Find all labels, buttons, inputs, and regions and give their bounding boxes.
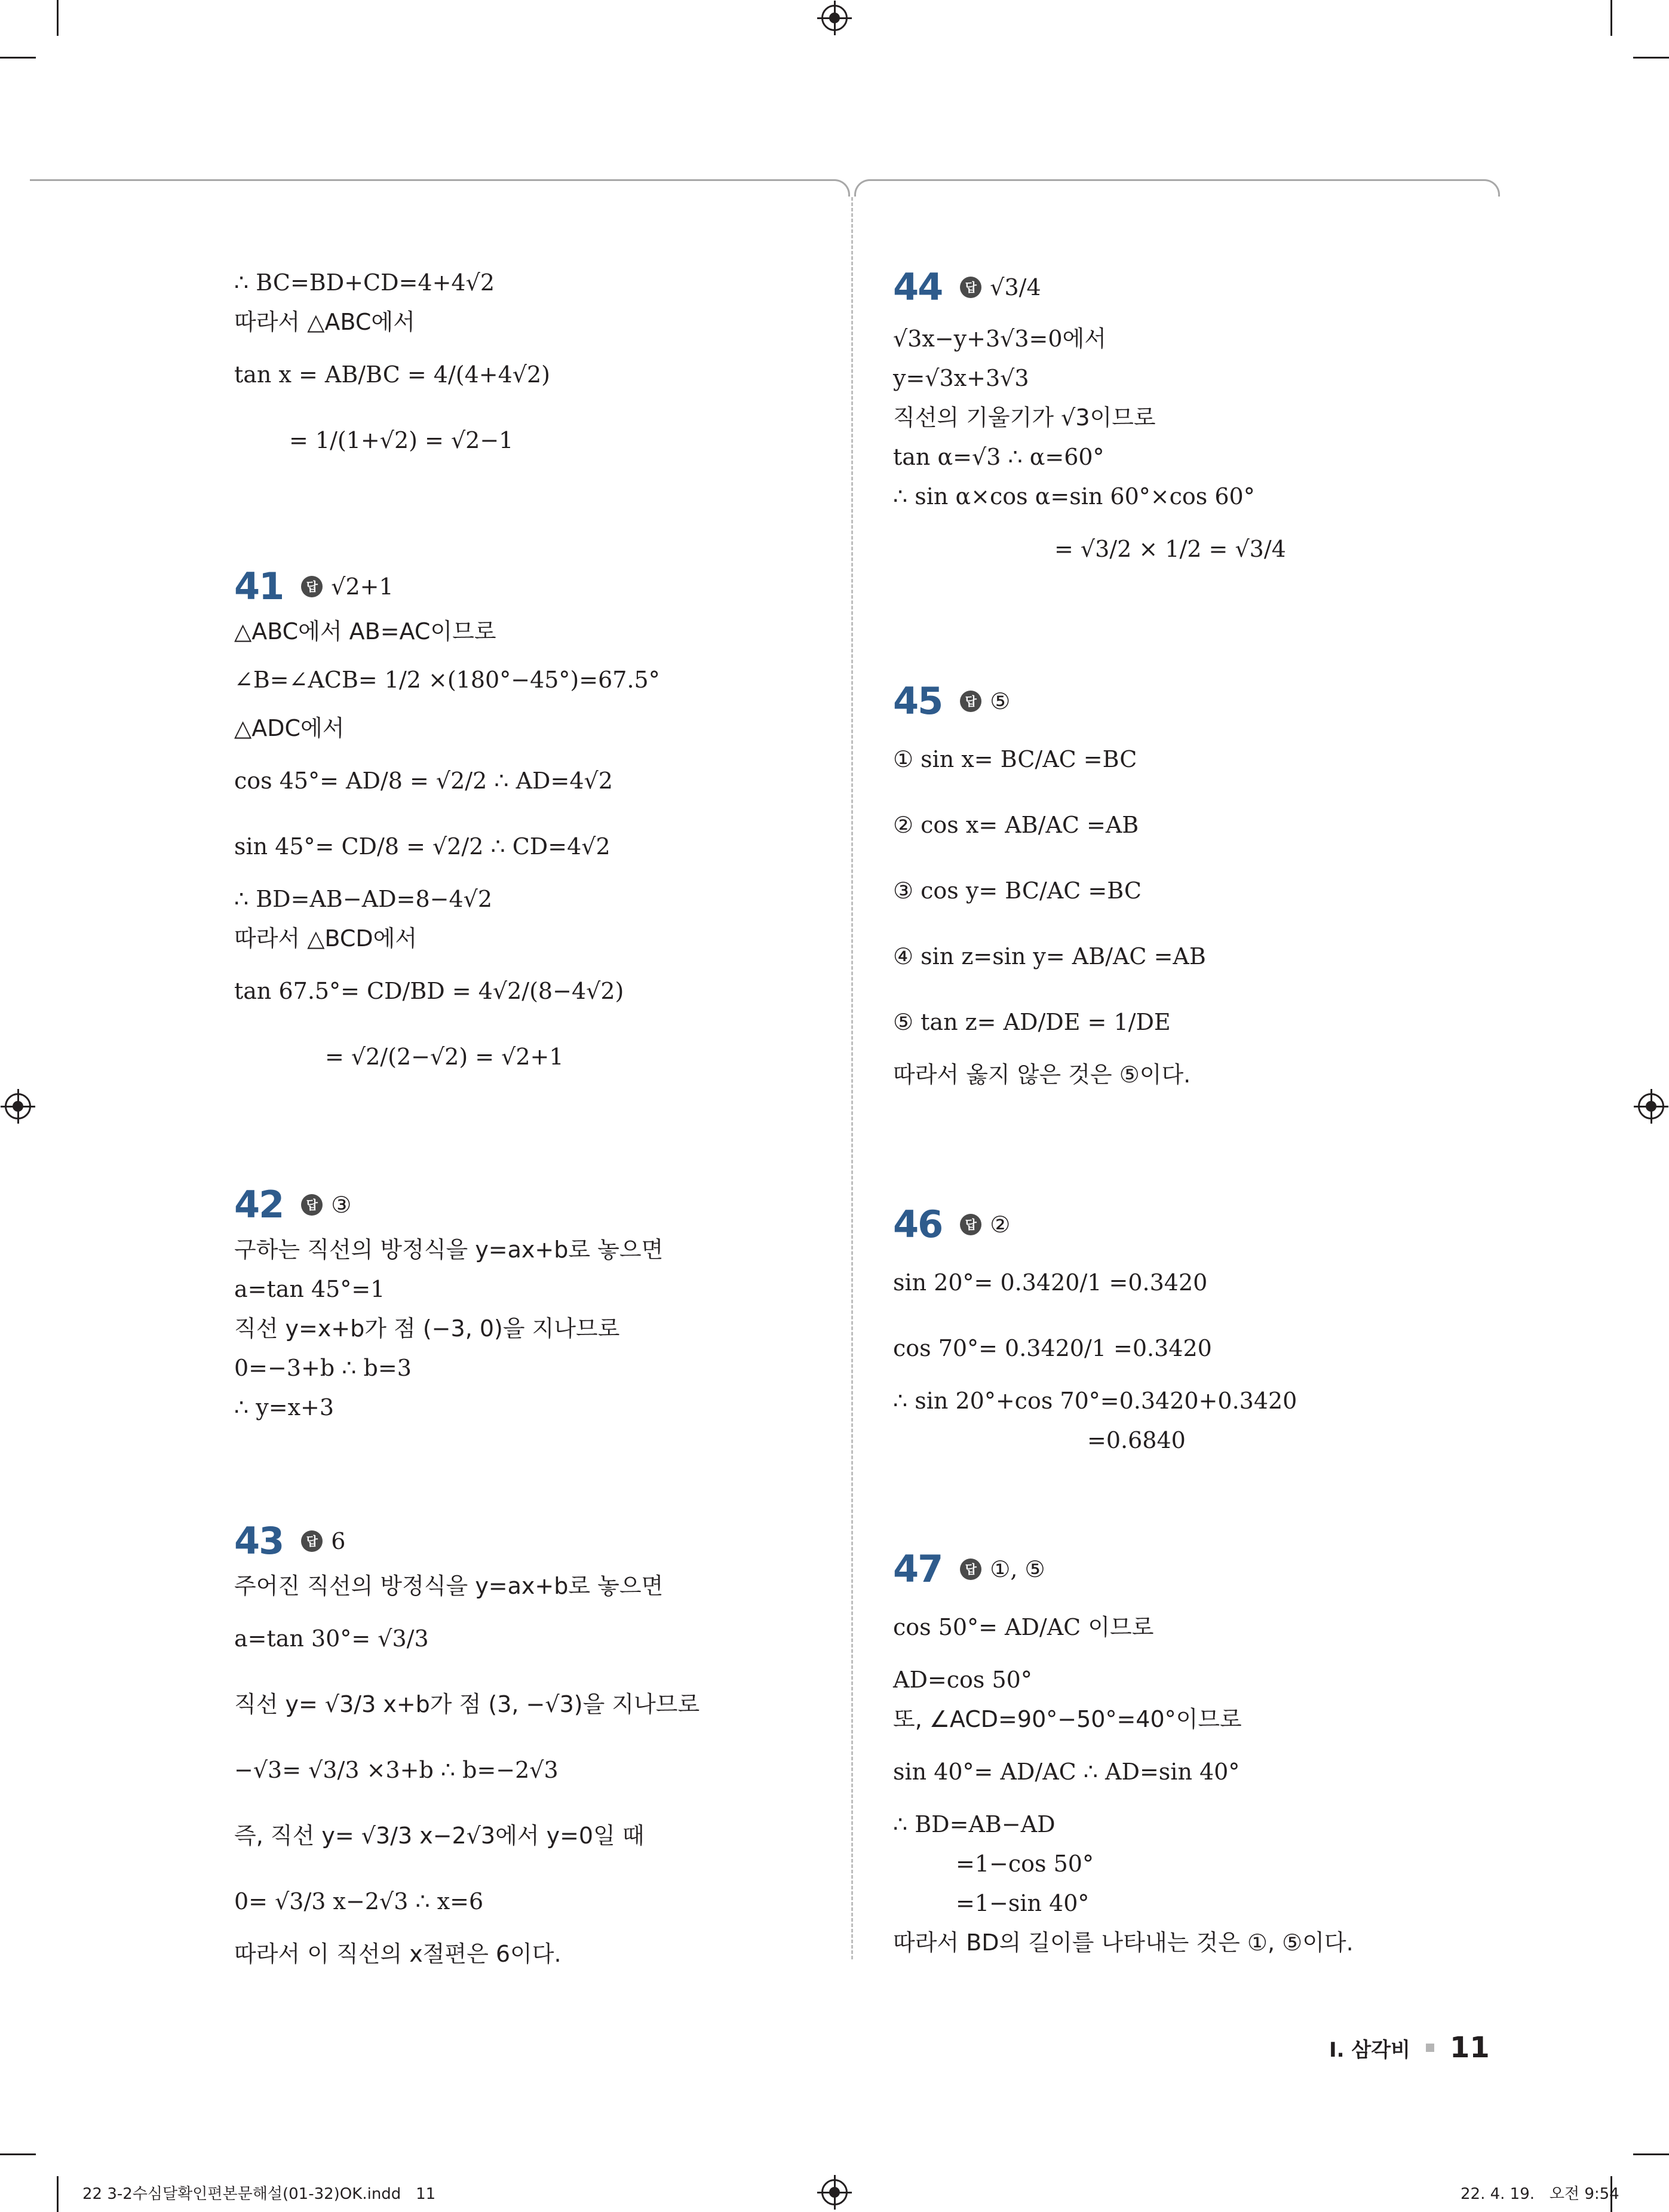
answer-value: √2+1	[331, 573, 394, 600]
solution-line: =1−cos 50°	[956, 1851, 1094, 1877]
solution-line: ∴ y=x+3	[234, 1394, 335, 1421]
solution-line: ∴ BD=AB−AD	[893, 1811, 1056, 1837]
answer-value: ①, ⑤	[990, 1556, 1045, 1582]
solution-line: 직선 y= √3/3 x+b가 점 (3, −√3)을 지나므로	[234, 1691, 700, 1717]
solution-line: ⑤ tan z= AD/DE = 1/DE	[893, 1009, 1171, 1035]
answer-value: ②	[990, 1211, 1011, 1238]
solution-line: 따라서 옳지 않은 것은 ⑤이다.	[893, 1061, 1191, 1088]
solution-line: ∴ BD=AB−AD=8−4√2	[234, 886, 493, 912]
solution-line: sin 45°= CD/8 = √2/2 ∴ CD=4√2	[234, 833, 610, 860]
page-number-area	[1329, 2030, 1490, 2066]
solution-line: 따라서 △BCD에서	[234, 925, 418, 952]
problem-42	[234, 1180, 820, 1427]
solution-line: 0= √3/3 x−2√3 ∴ x=6	[234, 1888, 484, 1915]
crop-mark	[1610, 0, 1612, 36]
solution-line: tan 67.5°= CD/BD = 4√2/(8−4√2)	[234, 978, 624, 1004]
problem-43	[234, 1516, 820, 1974]
crop-mark	[1633, 57, 1669, 59]
problem-number: 47	[893, 1547, 943, 1591]
crop-mark	[57, 2176, 59, 2212]
solution-line: = 1/(1+√2) = √2−1	[289, 427, 514, 453]
problem-44	[893, 256, 1490, 582]
solution-line: ∴ BC=BD+CD=4+4√2	[234, 269, 495, 296]
answer-tag-icon: 답	[301, 1530, 323, 1552]
answer-value: √3/4	[990, 274, 1041, 300]
solution-line: =0.6840	[1087, 1427, 1186, 1453]
solution-line: sin 40°= AD/AC ∴ AD=sin 40°	[893, 1759, 1240, 1785]
answer-value: ⑤	[990, 688, 1011, 714]
answer-tag-icon: 답	[960, 277, 981, 298]
answer-tag-icon: 답	[960, 691, 981, 712]
answer-tag-icon: 답	[301, 576, 323, 597]
column-divider	[851, 197, 853, 1959]
problem-47	[893, 1544, 1490, 1962]
page-number: 11	[1449, 2031, 1490, 2064]
solution-line: △ADC에서	[234, 715, 345, 741]
solution-line: 따라서 BD의 길이를 나타내는 것은 ①, ⑤이다.	[893, 1929, 1354, 1956]
crop-mark	[1633, 2153, 1669, 2155]
solution-line: 주어진 직선의 방정식을 y=ax+b로 놓으면	[234, 1573, 664, 1599]
solution-line: a=tan 45°=1	[234, 1276, 385, 1302]
solution-line: ∠B=∠ACB= 1/2 ×(180°−45°)=67.5°	[234, 667, 660, 693]
answer-value: 6	[331, 1528, 346, 1554]
footer-date: 22. 4. 19. 오전 9:54	[1461, 2185, 1619, 2203]
solution-line: sin 20°= 0.3420/1 =0.3420	[893, 1269, 1208, 1296]
solution-line: ∴ sin 20°+cos 70°=0.3420+0.3420	[893, 1388, 1297, 1414]
solution-line: ④ sin z=sin y= AB/AC =AB	[893, 943, 1206, 970]
solution-line: ② cos x= AB/AC =AB	[893, 812, 1139, 838]
registration-mark-icon	[821, 5, 848, 31]
solution-line: =1−sin 40°	[956, 1890, 1090, 1916]
registration-mark-icon	[5, 1093, 31, 1119]
problem-number: 41	[234, 564, 284, 608]
solution-line: −√3= √3/3 ×3+b ∴ b=−2√3	[234, 1757, 559, 1783]
solution-line: cos 45°= AD/8 = √2/2 ∴ AD=4√2	[234, 768, 613, 794]
section-label: I. 삼각비	[1329, 2038, 1410, 2062]
solution-line: AD=cos 50°	[893, 1667, 1032, 1693]
solution-line: ∴ sin α×cos α=sin 60°×cos 60°	[893, 483, 1255, 510]
solution-line: ① sin x= BC/AC =BC	[893, 746, 1137, 772]
problem-number: 45	[893, 679, 943, 723]
solution-line: tan x = AB/BC = 4/(4+4√2)	[234, 361, 550, 388]
answer-value: ③	[331, 1192, 352, 1218]
solution-line: 직선 y=x+b가 점 (−3, 0)을 지나므로	[234, 1315, 620, 1342]
problem-number: 42	[234, 1183, 284, 1226]
registration-mark-icon	[821, 2179, 848, 2205]
crop-mark	[0, 57, 36, 59]
page-frame-right	[854, 179, 1500, 197]
footer-file-name: 22 3-2수심달확인편본문해설(01-32)OK.indd 11	[82, 2185, 436, 2203]
problem-46	[893, 1199, 1490, 1460]
answer-tag-icon: 답	[960, 1214, 981, 1235]
solution-line: tan α=√3 ∴ α=60°	[893, 444, 1105, 470]
problem-45	[893, 676, 1490, 1094]
problem-number: 43	[234, 1519, 284, 1563]
page-frame-left	[30, 179, 850, 197]
answer-tag-icon: 답	[301, 1194, 323, 1216]
solution-line: 따라서 △ABC에서	[234, 309, 415, 335]
crop-mark	[57, 0, 59, 36]
problem-number: 46	[893, 1202, 943, 1246]
solution-line: y=√3x+3√3	[893, 365, 1029, 391]
solution-line: cos 70°= 0.3420/1 =0.3420	[893, 1335, 1212, 1361]
solution-line: 따라서 이 직선의 x절편은 6이다.	[234, 1941, 562, 1967]
problem-number: 44	[893, 265, 943, 309]
solution-line: = √3/2 × 1/2 = √3/4	[1054, 536, 1286, 562]
solution-line: ③ cos y= BC/AC =BC	[893, 878, 1142, 904]
solution-line: △ABC에서 AB=AC이므로	[234, 618, 496, 645]
left-column	[234, 263, 820, 473]
square-bullet-icon	[1426, 2044, 1434, 2052]
crop-mark	[0, 2153, 36, 2155]
solution-line: 또, ∠ACD=90°−50°=40°이므로	[893, 1706, 1242, 1732]
answer-tag-icon: 답	[960, 1558, 981, 1580]
solution-line: a=tan 30°= √3/3	[234, 1625, 429, 1652]
problem-41	[234, 562, 820, 1090]
solution-line: 구하는 직선의 방정식을 y=ax+b로 놓으면	[234, 1237, 664, 1263]
solution-line: 직선의 기울기가 √3이므로	[893, 404, 1156, 431]
solution-line: √3x−y+3√3=0에서	[893, 326, 1106, 352]
registration-mark-icon	[1638, 1093, 1664, 1119]
solution-line: 즉, 직선 y= √3/3 x−2√3에서 y=0일 때	[234, 1823, 645, 1849]
solution-line: 0=−3+b ∴ b=3	[234, 1355, 412, 1381]
solution-line: cos 50°= AD/AC 이므로	[893, 1614, 1154, 1640]
continuation-block	[234, 263, 820, 473]
solution-line: = √2/(2−√2) = √2+1	[325, 1044, 564, 1070]
